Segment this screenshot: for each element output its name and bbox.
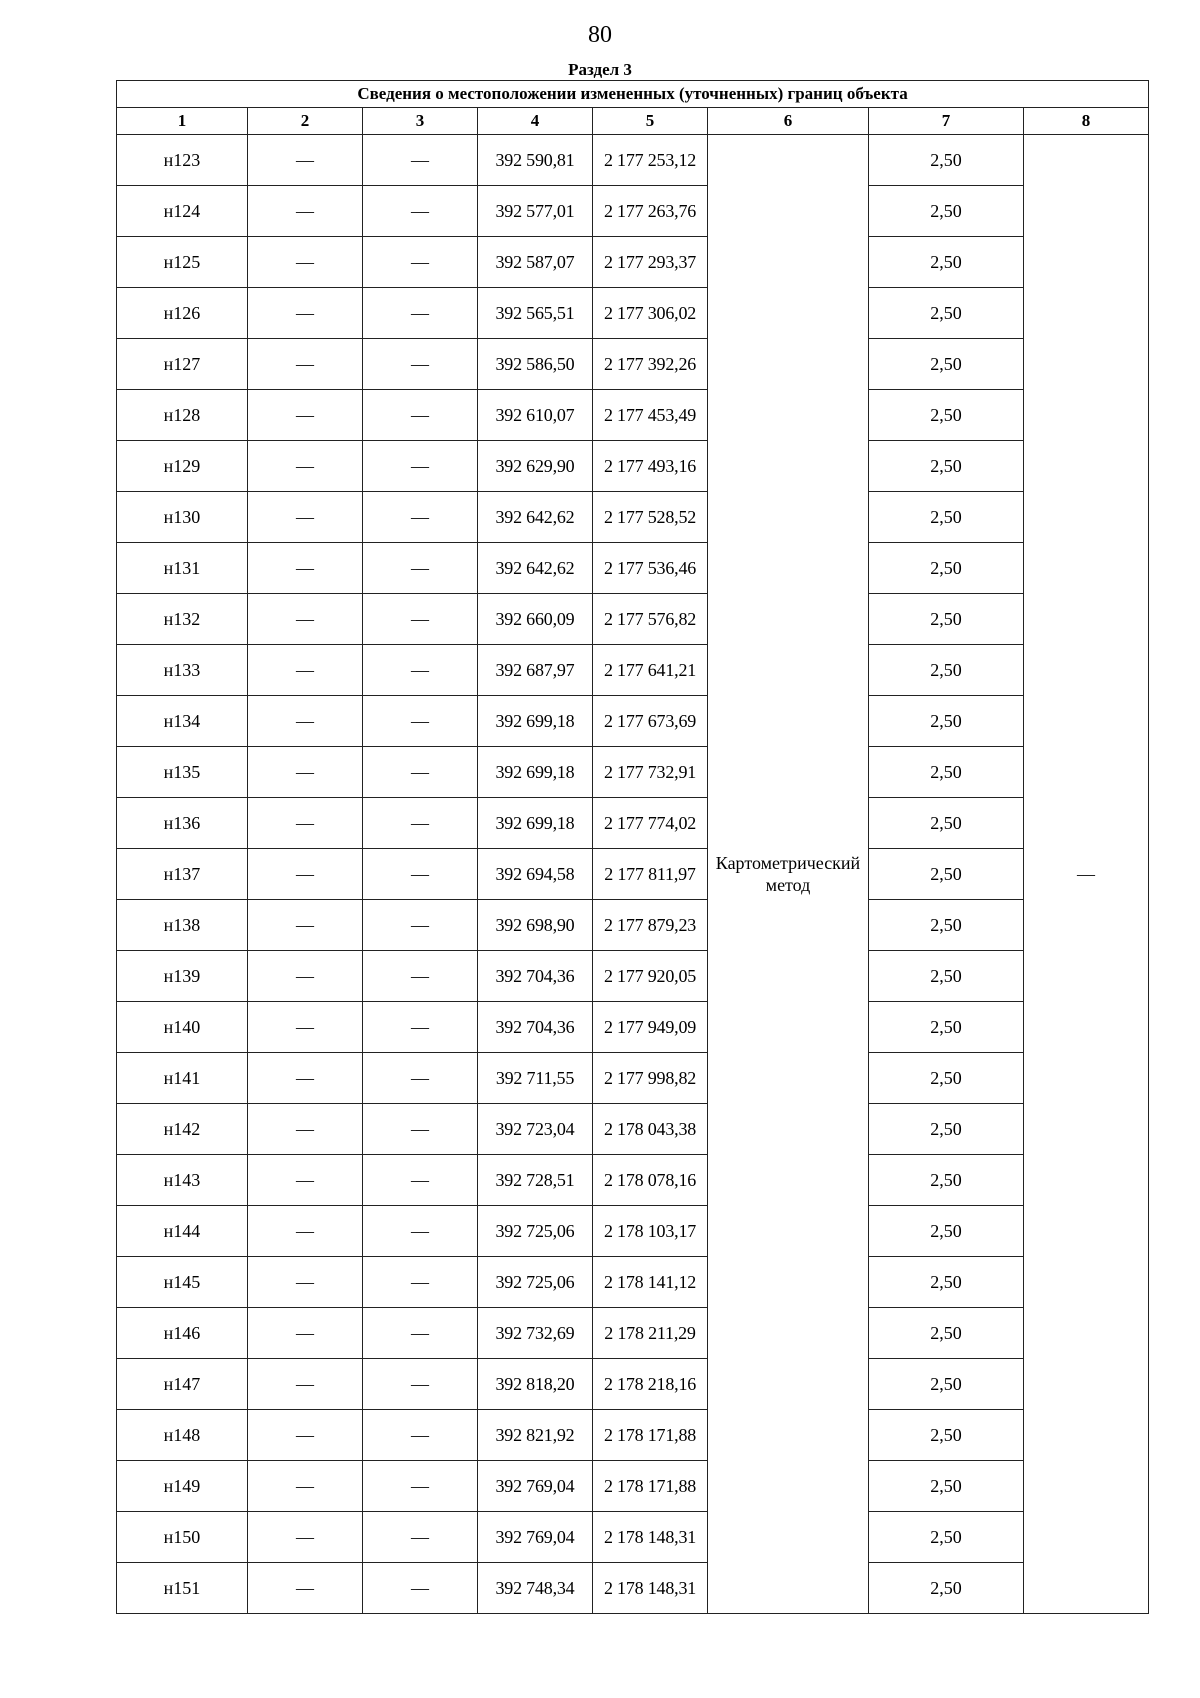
x-coordinate-cell: 392 728,51 (478, 1155, 593, 1206)
table-row (117, 747, 1149, 798)
accuracy-cell: 2,50 (869, 237, 1024, 288)
accuracy-cell: 2,50 (869, 900, 1024, 951)
column-number: 4 (478, 108, 593, 135)
point-id-cell: н143 (117, 1155, 248, 1206)
table-row (117, 492, 1149, 543)
column-2-cell: — (248, 288, 363, 339)
column-3-cell: — (363, 696, 478, 747)
table-row (117, 237, 1149, 288)
y-coordinate-cell: 2 177 263,76 (593, 186, 708, 237)
x-coordinate-cell: 392 660,09 (478, 594, 593, 645)
table-row (117, 594, 1149, 645)
column-3-cell: — (363, 1563, 478, 1614)
point-id-cell: н132 (117, 594, 248, 645)
x-coordinate-cell: 392 704,36 (478, 1002, 593, 1053)
accuracy-cell: 2,50 (869, 696, 1024, 747)
x-coordinate-cell: 392 698,90 (478, 900, 593, 951)
column-3-cell: — (363, 1359, 478, 1410)
point-id-cell: н147 (117, 1359, 248, 1410)
table-row (117, 1359, 1149, 1410)
column-2-cell: — (248, 1002, 363, 1053)
column-3-cell: — (363, 1104, 478, 1155)
point-id-cell: н131 (117, 543, 248, 594)
accuracy-cell: 2,50 (869, 390, 1024, 441)
column-2-cell: — (248, 1461, 363, 1512)
accuracy-cell: 2,50 (869, 1002, 1024, 1053)
x-coordinate-cell: 392 748,34 (478, 1563, 593, 1614)
column-3-cell: — (363, 1155, 478, 1206)
accuracy-cell: 2,50 (869, 1410, 1024, 1461)
section-title: Раздел 3 (568, 60, 632, 79)
table-row (117, 849, 1149, 900)
x-coordinate-cell: 392 699,18 (478, 696, 593, 747)
table-row (117, 1206, 1149, 1257)
table-row (117, 135, 1149, 186)
point-id-cell: н148 (117, 1410, 248, 1461)
accuracy-cell: 2,50 (869, 645, 1024, 696)
y-coordinate-cell: 2 178 078,16 (593, 1155, 708, 1206)
column-number: 2 (248, 108, 363, 135)
column-3-cell: — (363, 186, 478, 237)
accuracy-cell: 2,50 (869, 543, 1024, 594)
table-body (117, 135, 1149, 1614)
column-3-cell: — (363, 645, 478, 696)
y-coordinate-cell: 2 178 171,88 (593, 1410, 708, 1461)
column-3-cell: — (363, 492, 478, 543)
point-id-cell: н146 (117, 1308, 248, 1359)
point-id-cell: н134 (117, 696, 248, 747)
y-coordinate-cell: 2 177 879,23 (593, 900, 708, 951)
column-3-cell: — (363, 288, 478, 339)
y-coordinate-cell: 2 177 673,69 (593, 696, 708, 747)
column-2-cell: — (248, 645, 363, 696)
boundary-coordinates-table (116, 80, 1149, 1614)
table-row (117, 951, 1149, 1002)
accuracy-cell: 2,50 (869, 1206, 1024, 1257)
column-3-cell: — (363, 135, 478, 186)
table-row (117, 1002, 1149, 1053)
point-id-cell: н136 (117, 798, 248, 849)
x-coordinate-cell: 392 818,20 (478, 1359, 593, 1410)
point-id-cell: н137 (117, 849, 248, 900)
y-coordinate-cell: 2 178 218,16 (593, 1359, 708, 1410)
x-coordinate-cell: 392 769,04 (478, 1461, 593, 1512)
page-number: 80 (588, 22, 612, 48)
note-cell: — (1024, 135, 1149, 1614)
accuracy-cell: 2,50 (869, 594, 1024, 645)
table-row (117, 645, 1149, 696)
column-2-cell: — (248, 543, 363, 594)
y-coordinate-cell: 2 178 148,31 (593, 1563, 708, 1614)
column-2-cell: — (248, 849, 363, 900)
point-id-cell: н145 (117, 1257, 248, 1308)
column-3-cell: — (363, 1410, 478, 1461)
column-3-cell: — (363, 900, 478, 951)
y-coordinate-cell: 2 178 103,17 (593, 1206, 708, 1257)
column-2-cell: — (248, 1257, 363, 1308)
column-number: 8 (1024, 108, 1149, 135)
point-id-cell: н124 (117, 186, 248, 237)
table-row (117, 1308, 1149, 1359)
column-2-cell: — (248, 951, 363, 1002)
x-coordinate-cell: 392 699,18 (478, 747, 593, 798)
point-id-cell: н139 (117, 951, 248, 1002)
table-caption: Сведения о местоположении измененных (уточненных) границ объекта (117, 81, 1149, 108)
x-coordinate-cell: 392 732,69 (478, 1308, 593, 1359)
column-3-cell: — (363, 747, 478, 798)
column-number-row (117, 108, 1149, 135)
accuracy-cell: 2,50 (869, 288, 1024, 339)
column-number: 3 (363, 108, 478, 135)
accuracy-cell: 2,50 (869, 849, 1024, 900)
table-row (117, 1155, 1149, 1206)
accuracy-cell: 2,50 (869, 1512, 1024, 1563)
table-row (117, 696, 1149, 747)
column-3-cell: — (363, 1206, 478, 1257)
x-coordinate-cell: 392 687,97 (478, 645, 593, 696)
y-coordinate-cell: 2 177 253,12 (593, 135, 708, 186)
column-3-cell: — (363, 237, 478, 288)
y-coordinate-cell: 2 177 493,16 (593, 441, 708, 492)
point-id-cell: н127 (117, 339, 248, 390)
accuracy-cell: 2,50 (869, 747, 1024, 798)
column-2-cell: — (248, 900, 363, 951)
column-3-cell: — (363, 1512, 478, 1563)
accuracy-cell: 2,50 (869, 492, 1024, 543)
column-2-cell: — (248, 441, 363, 492)
point-id-cell: н125 (117, 237, 248, 288)
column-3-cell: — (363, 1053, 478, 1104)
x-coordinate-cell: 392 725,06 (478, 1257, 593, 1308)
accuracy-cell: 2,50 (869, 1461, 1024, 1512)
table-row (117, 441, 1149, 492)
table-row (117, 339, 1149, 390)
y-coordinate-cell: 2 177 732,91 (593, 747, 708, 798)
accuracy-cell: 2,50 (869, 1155, 1024, 1206)
point-id-cell: н142 (117, 1104, 248, 1155)
column-2-cell: — (248, 798, 363, 849)
column-2-cell: — (248, 696, 363, 747)
y-coordinate-cell: 2 178 171,88 (593, 1461, 708, 1512)
y-coordinate-cell: 2 177 998,82 (593, 1053, 708, 1104)
column-3-cell: — (363, 543, 478, 594)
column-2-cell: — (248, 390, 363, 441)
point-id-cell: н140 (117, 1002, 248, 1053)
accuracy-cell: 2,50 (869, 1053, 1024, 1104)
accuracy-cell: 2,50 (869, 441, 1024, 492)
x-coordinate-cell: 392 590,81 (478, 135, 593, 186)
column-2-cell: — (248, 339, 363, 390)
column-2-cell: — (248, 1053, 363, 1104)
column-3-cell: — (363, 1002, 478, 1053)
column-3-cell: — (363, 594, 478, 645)
accuracy-cell: 2,50 (869, 135, 1024, 186)
column-2-cell: — (248, 594, 363, 645)
table-row (117, 1104, 1149, 1155)
column-2-cell: — (248, 1206, 363, 1257)
x-coordinate-cell: 392 586,50 (478, 339, 593, 390)
column-3-cell: — (363, 1461, 478, 1512)
y-coordinate-cell: 2 178 141,12 (593, 1257, 708, 1308)
y-coordinate-cell: 2 177 811,97 (593, 849, 708, 900)
point-id-cell: н150 (117, 1512, 248, 1563)
y-coordinate-cell: 2 177 528,52 (593, 492, 708, 543)
column-2-cell: — (248, 135, 363, 186)
column-2-cell: — (248, 237, 363, 288)
point-id-cell: н126 (117, 288, 248, 339)
y-coordinate-cell: 2 177 293,37 (593, 237, 708, 288)
point-id-cell: н135 (117, 747, 248, 798)
table-row (117, 1257, 1149, 1308)
x-coordinate-cell: 392 629,90 (478, 441, 593, 492)
column-2-cell: — (248, 1563, 363, 1614)
column-3-cell: — (363, 1257, 478, 1308)
column-2-cell: — (248, 1308, 363, 1359)
x-coordinate-cell: 392 694,58 (478, 849, 593, 900)
y-coordinate-cell: 2 177 392,26 (593, 339, 708, 390)
accuracy-cell: 2,50 (869, 1257, 1024, 1308)
column-3-cell: — (363, 849, 478, 900)
column-2-cell: — (248, 1410, 363, 1461)
accuracy-cell: 2,50 (869, 951, 1024, 1002)
point-id-cell: н133 (117, 645, 248, 696)
y-coordinate-cell: 2 177 920,05 (593, 951, 708, 1002)
table-row (117, 1563, 1149, 1614)
column-3-cell: — (363, 390, 478, 441)
column-2-cell: — (248, 1155, 363, 1206)
column-number: 5 (593, 108, 708, 135)
accuracy-cell: 2,50 (869, 798, 1024, 849)
table-row (117, 1512, 1149, 1563)
x-coordinate-cell: 392 699,18 (478, 798, 593, 849)
point-id-cell: н151 (117, 1563, 248, 1614)
column-2-cell: — (248, 1104, 363, 1155)
accuracy-cell: 2,50 (869, 1563, 1024, 1614)
point-id-cell: н129 (117, 441, 248, 492)
x-coordinate-cell: 392 723,04 (478, 1104, 593, 1155)
point-id-cell: н144 (117, 1206, 248, 1257)
x-coordinate-cell: 392 610,07 (478, 390, 593, 441)
column-number: 1 (117, 108, 248, 135)
column-3-cell: — (363, 798, 478, 849)
table-row (117, 1410, 1149, 1461)
point-id-cell: н141 (117, 1053, 248, 1104)
y-coordinate-cell: 2 178 211,29 (593, 1308, 708, 1359)
point-id-cell: н138 (117, 900, 248, 951)
x-coordinate-cell: 392 821,92 (478, 1410, 593, 1461)
x-coordinate-cell: 392 587,07 (478, 237, 593, 288)
column-2-cell: — (248, 747, 363, 798)
method-cell: Картометрический метод (708, 135, 869, 1614)
point-id-cell: н130 (117, 492, 248, 543)
column-2-cell: — (248, 186, 363, 237)
x-coordinate-cell: 392 565,51 (478, 288, 593, 339)
accuracy-cell: 2,50 (869, 339, 1024, 390)
y-coordinate-cell: 2 177 576,82 (593, 594, 708, 645)
table-row (117, 900, 1149, 951)
x-coordinate-cell: 392 725,06 (478, 1206, 593, 1257)
x-coordinate-cell: 392 711,55 (478, 1053, 593, 1104)
column-3-cell: — (363, 339, 478, 390)
column-3-cell: — (363, 951, 478, 1002)
y-coordinate-cell: 2 177 453,49 (593, 390, 708, 441)
x-coordinate-cell: 392 769,04 (478, 1512, 593, 1563)
table-row (117, 390, 1149, 441)
table-row (117, 186, 1149, 237)
column-2-cell: — (248, 1512, 363, 1563)
table-row (117, 1053, 1149, 1104)
y-coordinate-cell: 2 177 641,21 (593, 645, 708, 696)
x-coordinate-cell: 392 577,01 (478, 186, 593, 237)
y-coordinate-cell: 2 178 043,38 (593, 1104, 708, 1155)
y-coordinate-cell: 2 178 148,31 (593, 1512, 708, 1563)
y-coordinate-cell: 2 177 306,02 (593, 288, 708, 339)
column-2-cell: — (248, 492, 363, 543)
x-coordinate-cell: 392 704,36 (478, 951, 593, 1002)
point-id-cell: н149 (117, 1461, 248, 1512)
column-number: 6 (708, 108, 869, 135)
column-2-cell: — (248, 1359, 363, 1410)
table-row (117, 798, 1149, 849)
x-coordinate-cell: 392 642,62 (478, 492, 593, 543)
y-coordinate-cell: 2 177 774,02 (593, 798, 708, 849)
point-id-cell: н123 (117, 135, 248, 186)
accuracy-cell: 2,50 (869, 186, 1024, 237)
column-number: 7 (869, 108, 1024, 135)
y-coordinate-cell: 2 177 949,09 (593, 1002, 708, 1053)
column-3-cell: — (363, 1308, 478, 1359)
table-row (117, 543, 1149, 594)
column-3-cell: — (363, 441, 478, 492)
accuracy-cell: 2,50 (869, 1104, 1024, 1155)
table-row (117, 288, 1149, 339)
x-coordinate-cell: 392 642,62 (478, 543, 593, 594)
y-coordinate-cell: 2 177 536,46 (593, 543, 708, 594)
accuracy-cell: 2,50 (869, 1308, 1024, 1359)
table-row (117, 1461, 1149, 1512)
point-id-cell: н128 (117, 390, 248, 441)
accuracy-cell: 2,50 (869, 1359, 1024, 1410)
